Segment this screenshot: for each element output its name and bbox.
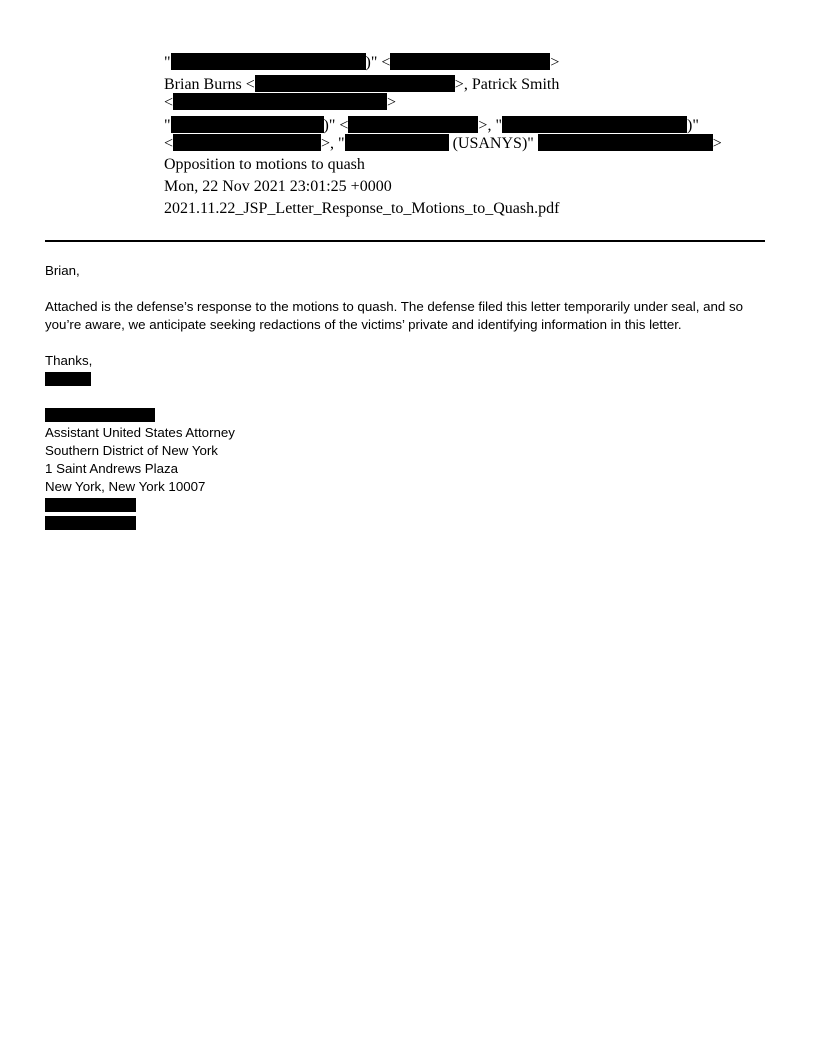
- attachment-filename[interactable]: 2021.11.22_JSP_Letter_Response_to_Motions_to_Quash.pdf: [164, 200, 560, 217]
- redaction-block: [255, 75, 455, 92]
- to-value: Brian Burns < >, Patrick Smith: [164, 76, 560, 93]
- signature-office: Southern District of New York: [45, 443, 218, 458]
- redaction-block: [502, 116, 687, 133]
- redaction-block-email: [45, 516, 136, 530]
- to-value-continued: < >: [164, 94, 397, 111]
- redaction-block-phone: [45, 498, 136, 512]
- redaction-block-sender-name: [45, 372, 91, 386]
- signature-title: Assistant United States Attorney: [45, 425, 235, 440]
- greeting: Brian,: [45, 263, 80, 278]
- redaction-block: [173, 93, 387, 110]
- redaction-block: [345, 134, 449, 151]
- redaction-block-signature-name: [45, 408, 155, 422]
- redaction-block: [173, 134, 321, 151]
- signature-city: New York, New York 10007: [45, 479, 206, 494]
- subject-value: Opposition to motions to quash: [164, 156, 365, 173]
- signature-street: 1 Saint Andrews Plaza: [45, 461, 179, 476]
- redaction-block: [171, 116, 324, 133]
- redaction-block: [348, 116, 478, 133]
- from-value: " )" < >: [164, 54, 560, 71]
- message-paragraph: Attached is the defense’s response to the motions to quash. The defense filed this letter temporarily under seal, and so you’re aware, we anticipate seeking redactions of the victims’ private and identifying information in this letter.: [45, 299, 744, 332]
- redaction-block: [538, 134, 713, 151]
- closing: Thanks,: [45, 353, 93, 368]
- header-divider: [45, 240, 765, 242]
- cc-value-continued: < >, " (USANYS)" >: [164, 135, 722, 152]
- redaction-block: [171, 53, 366, 70]
- redaction-block: [390, 53, 550, 70]
- date-value: Mon, 22 Nov 2021 23:01:25 +0000: [164, 178, 392, 195]
- cc-value: " )" < >, " )": [164, 117, 699, 134]
